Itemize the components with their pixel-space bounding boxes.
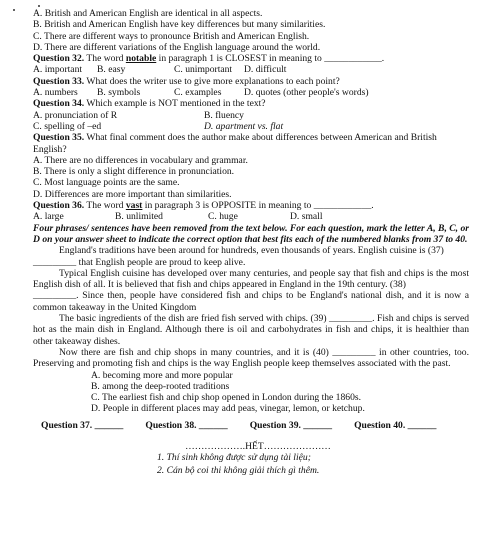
answer-label: Question 38. ______ (145, 419, 228, 431)
question-36 (33, 200, 469, 211)
option: B. easy (97, 64, 126, 76)
option-line: A. British and American English are identical in all aspects. (33, 8, 263, 19)
option: A. numbers (33, 87, 78, 99)
option-line: B. among the deep-rooted traditions (91, 380, 230, 392)
option: A. important (33, 64, 83, 76)
option-line: D. There are different variations of the English language around the world. (33, 41, 321, 53)
scan-mark (38, 5, 40, 7)
option: D. apartment vs. flat (204, 120, 284, 132)
option: A. large (33, 211, 64, 223)
passage-paragraph: The basic ingredients of the dish are fried fish served with chips. (39) _________. Fish and chips is served hot as the main dish in England. Although there is oil and carbohydrates in fish and chips, it is healthier than other takeaway dishes. (33, 313, 469, 347)
q34-options-cd (33, 121, 469, 132)
option-line: D. Differences are more important than similarities. (33, 188, 232, 200)
option: C. unimportant (174, 64, 233, 76)
question-34 (33, 98, 469, 109)
passage-paragraph: England's traditions have been around for hundreds, even thousands of years. English cuisine is (37) (59, 245, 444, 257)
option-line: B. British and American English have key differences but many similarities. (33, 19, 326, 31)
passage-options (33, 370, 469, 415)
q34-options-ab (33, 110, 469, 121)
option: D. quotes (other people's words) (244, 87, 369, 99)
passage-paragraph: Now there are fish and chip shops in many countries, and it is (40) _________ in other countries, too. Preserving and promoting fish and chips is the way English people keep themselves associated with the past. (33, 346, 469, 370)
option: B. fluency (204, 109, 244, 121)
option: C. huge (208, 211, 238, 223)
q32-options (33, 64, 469, 75)
option: C. examples (174, 87, 222, 99)
exam-note: 2. Cán bộ coi thi không giải thích gì thêm. (157, 464, 320, 476)
exam-content (33, 8, 469, 477)
q33-options (33, 87, 469, 98)
option-line: C. There are different ways to pronounce British and American English. (33, 30, 310, 42)
option-line: C. Most language points are the same. (33, 177, 180, 189)
underlined-word: notable (125, 53, 157, 65)
answer-label: Question 39. ______ (249, 419, 333, 431)
option: D. difficult (244, 64, 287, 76)
question-text: What final comment does the author make about differences between American and British English? (33, 132, 437, 155)
passage-paragraph: _________. Since then, people have considered fish and chips to be England's national dish, and it is now a common takeaway in the United Kingdom (33, 290, 469, 313)
option: B. symbols (97, 87, 141, 99)
question-label: Question 32. (33, 53, 85, 65)
instructions: Four phrases/ sentences have been removed from the text below. For each question, mark the letter A, B, C, or D on your answer sheet to indicate the correct option that best fits each of the numbered blanks from 37 to 40. (33, 222, 469, 245)
answer-label: Question 40. ______ (354, 419, 437, 431)
question-33 (33, 76, 469, 87)
option-line: A. becoming more and more popular (91, 369, 233, 381)
q31-options (33, 8, 469, 53)
end-mark: ……………….HẾT………………… (185, 440, 331, 452)
scan-mark (13, 9, 15, 11)
question-label: Question 34. (33, 98, 85, 110)
option-line: D. People in different places may add peas, vinegar, lemon, or ketchup. (91, 403, 365, 415)
exam-note: 1. Thí sinh không được sử dụng tài liệu; (157, 452, 311, 464)
question-label: Question 36. (33, 200, 85, 212)
question-label: Question 35. (33, 132, 85, 144)
option-line: C. The earliest fish and chip shop opened in London during the 1860s. (91, 392, 362, 404)
question-text-pre: The word (86, 200, 126, 212)
option-line: A. There are no differences in vocabulary and grammar. (33, 154, 248, 166)
q36-options (33, 211, 469, 222)
question-text: Which example is NOT mentioned in the text? (86, 98, 266, 110)
option: C. spelling of –ed (33, 120, 102, 132)
answer-label: Question 37. ______ (41, 419, 124, 431)
question-35 (33, 132, 469, 155)
option-line: B. There is only a slight difference in pronunciation. (33, 166, 235, 178)
option: A. pronunciation of R (33, 109, 118, 121)
answer-labels (33, 420, 469, 431)
passage-paragraph: _________ that English people are proud to keep alive. (33, 256, 246, 268)
question-text-post: in paragraph 1 is CLOSEST in meaning to ____________. (156, 53, 385, 65)
underlined-word: vast (125, 200, 143, 212)
option: B. unlimited (115, 211, 163, 223)
question-text-post: in paragraph 3 is OPPOSITE in meaning to ____________. (142, 200, 374, 212)
passage-paragraph: Typical English cuisine has developed over many centuries, and people say that fish and chips is the most English dish of all. It is believed that fish and chips appeared in England in the 19th century. (38) (33, 267, 469, 291)
question-text-pre: The word (86, 53, 126, 65)
question-32 (33, 53, 469, 64)
question-label: Question 33. (33, 75, 85, 87)
question-text: What does the writer use to give more explanations to each point? (86, 75, 340, 87)
option: D. small (290, 211, 323, 223)
